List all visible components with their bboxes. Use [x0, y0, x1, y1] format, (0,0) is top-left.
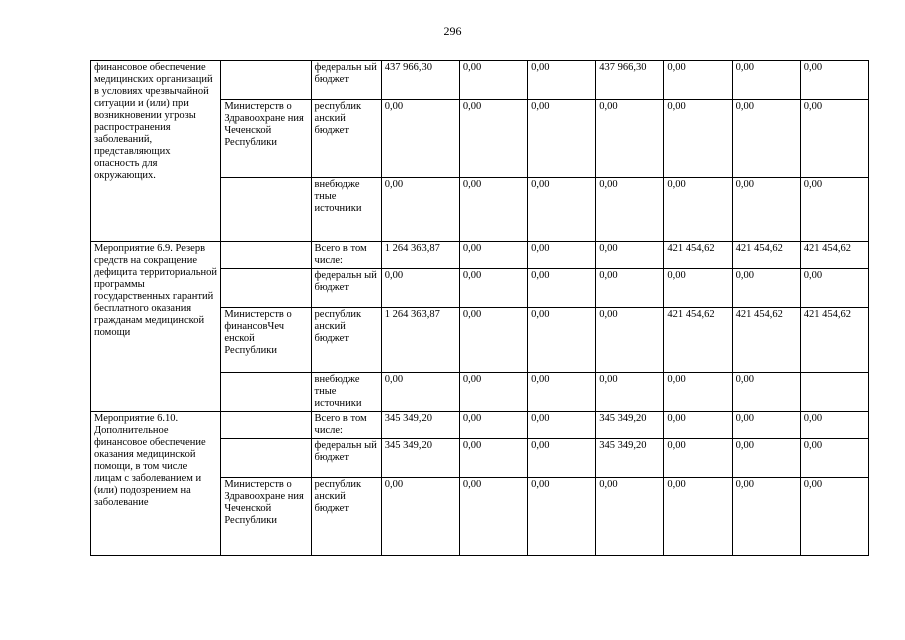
value-cell: 0,00: [459, 61, 527, 100]
value-cell: 0,00: [664, 412, 732, 439]
executor-cell: [221, 412, 311, 439]
value-cell: 0,00: [732, 178, 800, 242]
source-cell: республик анский бюджет: [311, 308, 381, 373]
value-cell: 421 454,62: [732, 242, 800, 269]
value-cell: 421 454,62: [664, 242, 732, 269]
value-cell: 1 264 363,87: [381, 308, 459, 373]
activity-cell: Мероприятие 6.9. Резерв средств на сокращение дефицита территориальной программы государственных гарантий бесплатного оказания гражданам медицинской помощи: [91, 242, 221, 412]
value-cell: 0,00: [381, 100, 459, 178]
value-cell: 0,00: [800, 100, 868, 178]
table-row: [91, 242, 869, 269]
page-number: 296: [443, 24, 462, 38]
value-cell: 0,00: [664, 100, 732, 178]
executor-cell: [221, 373, 311, 412]
value-cell: 0,00: [528, 61, 596, 100]
value-cell: 345 349,20: [381, 439, 459, 478]
value-cell: 0,00: [732, 269, 800, 308]
value-cell: 0,00: [381, 269, 459, 308]
value-cell: 0,00: [732, 61, 800, 100]
value-cell: 0,00: [528, 242, 596, 269]
value-cell: 0,00: [596, 308, 664, 373]
value-cell: 437 966,30: [596, 61, 664, 100]
value-cell: 0,00: [800, 269, 868, 308]
source-cell: федеральн ый бюджет: [311, 269, 381, 308]
value-cell: 0,00: [381, 178, 459, 242]
executor-cell: [221, 242, 311, 269]
value-cell: 0,00: [459, 308, 527, 373]
source-cell: республик анский бюджет: [311, 478, 381, 556]
value-cell: 421 454,62: [732, 308, 800, 373]
value-cell: 0,00: [732, 478, 800, 556]
value-cell: 0,00: [596, 269, 664, 308]
source-cell: федеральн ый бюджет: [311, 61, 381, 100]
value-cell: 0,00: [459, 178, 527, 242]
source-cell: Всего в том числе:: [311, 242, 381, 269]
value-cell: 0,00: [528, 439, 596, 478]
value-cell: 0,00: [596, 478, 664, 556]
value-cell: 0,00: [800, 412, 868, 439]
value-cell: 0,00: [800, 178, 868, 242]
value-cell: 421 454,62: [800, 242, 868, 269]
source-cell: республик анский бюджет: [311, 100, 381, 178]
value-cell: 0,00: [528, 178, 596, 242]
source-cell: внебюдже тные источники: [311, 373, 381, 412]
value-cell: 0,00: [800, 478, 868, 556]
value-cell: 0,00: [664, 61, 732, 100]
value-cell: 0,00: [732, 439, 800, 478]
value-cell: 0,00: [459, 269, 527, 308]
value-cell: 0,00: [596, 100, 664, 178]
budget-table: [90, 60, 869, 556]
value-cell: [800, 373, 868, 412]
value-cell: 421 454,62: [800, 308, 868, 373]
executor-cell: [221, 61, 311, 100]
value-cell: 0,00: [732, 100, 800, 178]
value-cell: 1 264 363,87: [381, 242, 459, 269]
value-cell: 0,00: [381, 478, 459, 556]
value-cell: 0,00: [459, 439, 527, 478]
value-cell: 0,00: [459, 100, 527, 178]
value-cell: 0,00: [381, 373, 459, 412]
value-cell: 345 349,20: [596, 439, 664, 478]
value-cell: 0,00: [528, 100, 596, 178]
value-cell: 0,00: [664, 478, 732, 556]
table-row: [91, 412, 869, 439]
source-cell: федеральн ый бюджет: [311, 439, 381, 478]
value-cell: 345 349,20: [381, 412, 459, 439]
executor-cell: [221, 178, 311, 242]
value-cell: 0,00: [596, 242, 664, 269]
value-cell: 0,00: [732, 412, 800, 439]
value-cell: 0,00: [528, 373, 596, 412]
activity-cell: финансовое обеспечение медицинских организаций в условиях чрезвычайной ситуации и (или) при возникновении угрозы распространения заболеваний, представляющих опасность для окружающих.: [91, 61, 221, 242]
value-cell: 0,00: [459, 373, 527, 412]
value-cell: 0,00: [664, 178, 732, 242]
value-cell: 0,00: [800, 439, 868, 478]
value-cell: 0,00: [664, 373, 732, 412]
executor-cell: Министерств о Здравоохране ния Чеченской Республики: [221, 478, 311, 556]
value-cell: 437 966,30: [381, 61, 459, 100]
value-cell: 0,00: [459, 412, 527, 439]
executor-cell: Министерств о Здравоохране ния Чеченской Республики: [221, 100, 311, 178]
source-cell: внебюдже тные источники: [311, 178, 381, 242]
activity-cell: Мероприятие 6.10. Дополнительное финансовое обеспечение оказания медицинской помощи, в том числе лицам с заболеванием и (или) подозрением на заболевание: [91, 412, 221, 556]
value-cell: 0,00: [596, 373, 664, 412]
source-cell: Всего в том числе:: [311, 412, 381, 439]
value-cell: 0,00: [732, 373, 800, 412]
value-cell: 0,00: [596, 178, 664, 242]
value-cell: 0,00: [664, 439, 732, 478]
value-cell: 0,00: [800, 61, 868, 100]
value-cell: 0,00: [528, 308, 596, 373]
value-cell: 0,00: [528, 269, 596, 308]
value-cell: 345 349,20: [596, 412, 664, 439]
executor-cell: Министерств о финансовЧеч енской Республики: [221, 308, 311, 373]
executor-cell: [221, 269, 311, 308]
value-cell: 0,00: [528, 478, 596, 556]
value-cell: 0,00: [664, 269, 732, 308]
value-cell: 0,00: [528, 412, 596, 439]
table-row: [91, 61, 869, 100]
value-cell: 0,00: [459, 478, 527, 556]
executor-cell: [221, 439, 311, 478]
value-cell: 421 454,62: [664, 308, 732, 373]
value-cell: 0,00: [459, 242, 527, 269]
